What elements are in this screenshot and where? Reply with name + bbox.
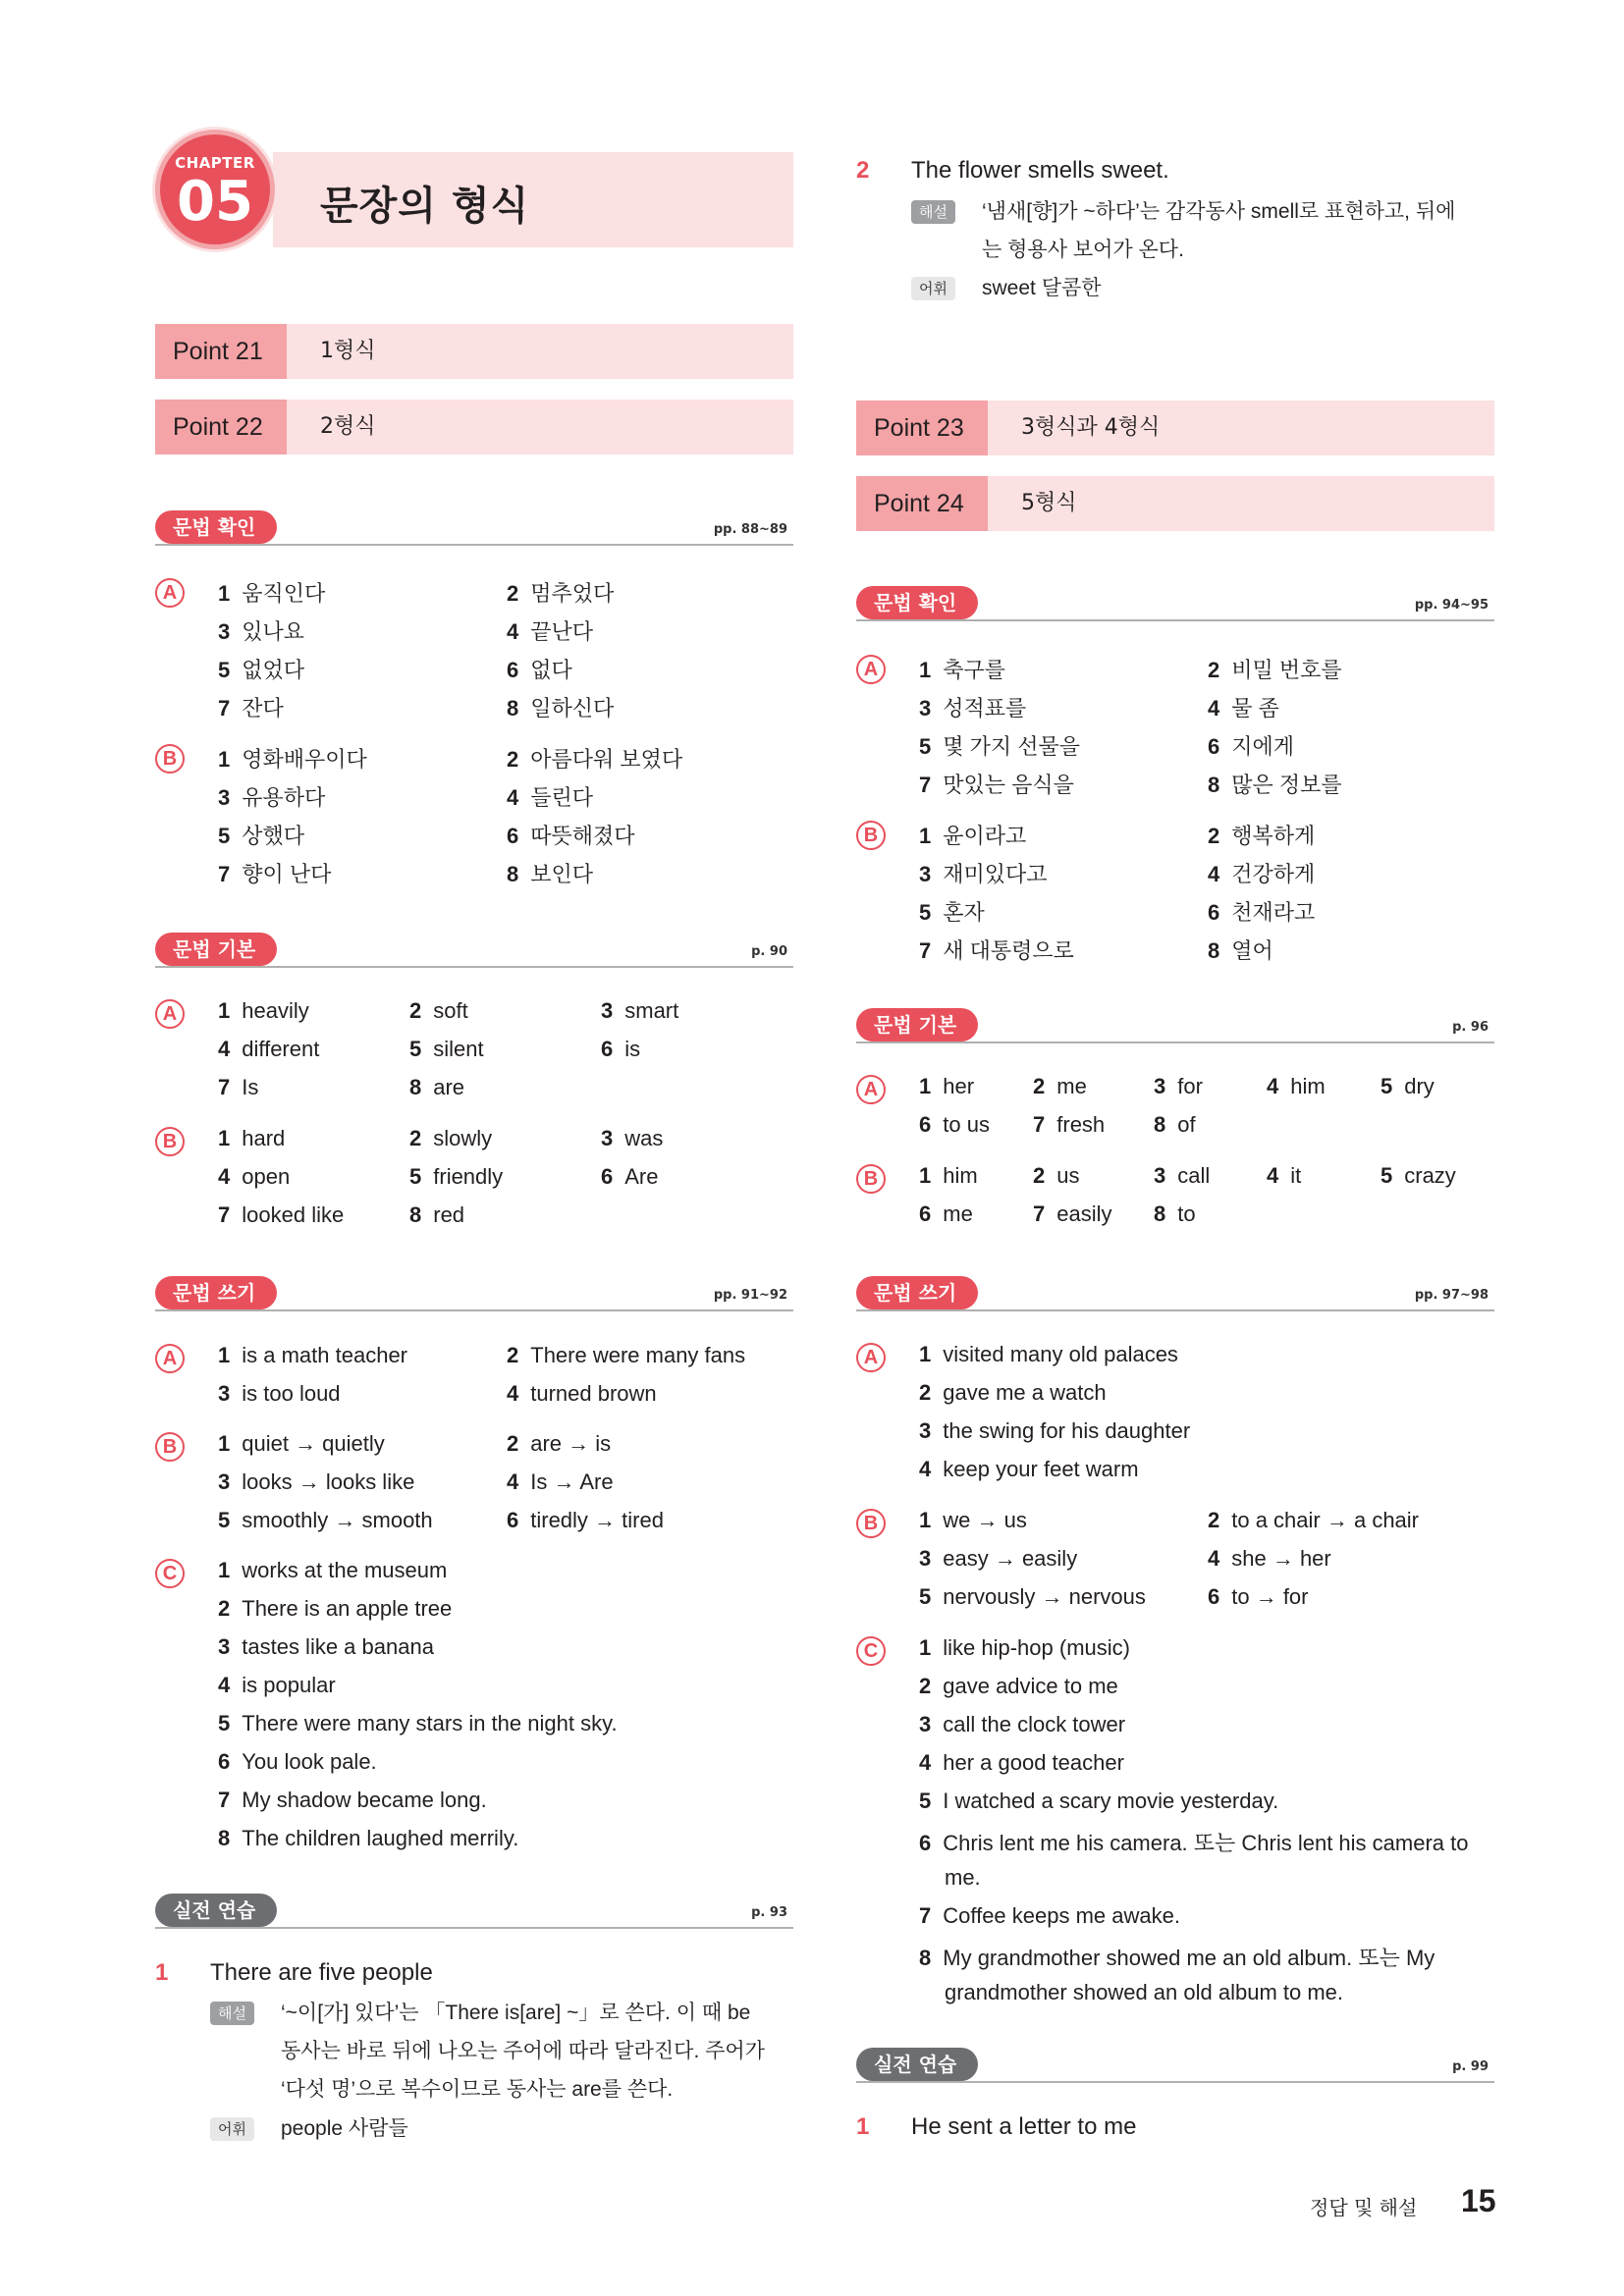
answer-item: 3 유용하다 bbox=[218, 785, 326, 810]
badge-A-icon: A bbox=[856, 1075, 886, 1104]
page-number: 15 bbox=[1461, 2183, 1496, 2218]
answer-item: 1 hard bbox=[218, 1126, 286, 1150]
question-answer: There are five people bbox=[210, 1959, 433, 1986]
answer-item: 6 따뜻해졌다 bbox=[507, 824, 635, 848]
answer-item: 8 보인다 bbox=[507, 862, 594, 886]
answer-item: 2 멈추었다 bbox=[507, 581, 615, 606]
chapter-title: 문장의 형식 bbox=[320, 184, 530, 229]
point-tag: Point 22 bbox=[155, 400, 287, 454]
answer-item: 7 fresh bbox=[1033, 1112, 1106, 1137]
answer-item: 2 There is an apple tree bbox=[218, 1596, 453, 1621]
section-pages: pp. 88~89 bbox=[713, 522, 787, 537]
section-pages: p. 93 bbox=[751, 1905, 787, 1920]
answer-item: 6 Are bbox=[601, 1164, 659, 1189]
answer-item: 7 My shadow became long. bbox=[218, 1788, 487, 1812]
answer-item: 8 of bbox=[1154, 1112, 1196, 1137]
section-title: 문법 기본 bbox=[856, 1008, 978, 1041]
answer-item: 7 잔다 bbox=[218, 696, 284, 721]
point-23-bar bbox=[856, 400, 1494, 455]
answer-item: 5 silent bbox=[409, 1037, 484, 1061]
answer-item: 7 Coffee keeps me awake. bbox=[919, 1903, 1180, 1928]
answer-item: 6 천재라고 bbox=[1208, 900, 1316, 925]
section-pages: pp. 91~92 bbox=[713, 1288, 787, 1303]
badge-B-icon: B bbox=[856, 821, 886, 850]
answer-item: 5 혼자 bbox=[919, 900, 985, 925]
answer-item: 2 There were many fans bbox=[507, 1343, 746, 1367]
section-header-grammar-check bbox=[155, 508, 793, 546]
answer-item: 8 The children laughed merrily. bbox=[218, 1826, 519, 1850]
answer-item: 4 is popular bbox=[218, 1673, 336, 1697]
answer-item: 5 I watched a scary movie yesterday. bbox=[919, 1789, 1279, 1813]
point-tag: Point 24 bbox=[856, 476, 988, 531]
badge-B-icon: B bbox=[856, 1164, 886, 1194]
answer-item: 4 different bbox=[218, 1037, 320, 1061]
section-header-practice bbox=[155, 1892, 793, 1929]
section-header-grammar-basic bbox=[856, 1006, 1494, 1043]
answer-item: 8 일하신다 bbox=[507, 696, 615, 721]
answer-item: 2 slowly bbox=[409, 1126, 493, 1150]
answer-item: 4 물 좀 bbox=[1208, 696, 1279, 721]
badge-A-icon: A bbox=[155, 578, 185, 608]
answer-item: 1 heavily bbox=[218, 998, 309, 1023]
answer-item: 3 smart bbox=[601, 998, 679, 1023]
answer-item: 1 we → us bbox=[919, 1508, 1027, 1532]
point-21-bar bbox=[155, 324, 793, 379]
answer-item-continued: grandmother showed an old album to me. bbox=[945, 1980, 1344, 2004]
chapter-header bbox=[155, 130, 793, 247]
answer-item: 3 재미있다고 bbox=[919, 862, 1048, 886]
answer-item: 8 red bbox=[409, 1202, 465, 1227]
badge-A-icon: A bbox=[155, 999, 185, 1029]
badge-A-icon: A bbox=[155, 1344, 185, 1373]
answer-item: 4 건강하게 bbox=[1208, 862, 1316, 886]
answer-item: 2 me bbox=[1033, 1074, 1087, 1098]
answer-item: 3 call the clock tower bbox=[919, 1712, 1126, 1736]
vocabulary-tag: 어휘 bbox=[210, 2117, 254, 2141]
point-text: 5형식 bbox=[1021, 491, 1077, 515]
answer-item: 2 gave advice to me bbox=[919, 1674, 1118, 1698]
answer-item: 6 없다 bbox=[507, 658, 572, 682]
answer-item: 2 아름다워 보였다 bbox=[507, 747, 683, 772]
explanation-tag: 해설 bbox=[911, 200, 955, 224]
answer-item: 7 looked like bbox=[218, 1202, 345, 1227]
section-title: 실전 연습 bbox=[856, 2048, 978, 2081]
answer-item: 7 맛있는 음식을 bbox=[919, 773, 1074, 797]
answer-item: 4 Is → Are bbox=[507, 1469, 614, 1494]
answer-item: 1 him bbox=[919, 1163, 978, 1188]
point-text: 2형식 bbox=[320, 414, 376, 439]
explanation-line: ‘다섯 명’으로 복수이므로 동사는 are를 쓴다. bbox=[281, 2078, 674, 2101]
answer-item: 8 are bbox=[409, 1075, 465, 1099]
answer-item: 3 for bbox=[1154, 1074, 1203, 1098]
answer-item: 8 열어 bbox=[1208, 938, 1273, 963]
answer-item: 3 is too loud bbox=[218, 1381, 341, 1406]
badge-B-icon: B bbox=[155, 1127, 185, 1156]
badge-C-icon: C bbox=[155, 1559, 185, 1588]
point-22-bar bbox=[155, 400, 793, 454]
badge-B-icon: B bbox=[155, 744, 185, 774]
answer-item: 2 행복하게 bbox=[1208, 824, 1316, 848]
answer-item: 2 us bbox=[1033, 1163, 1080, 1188]
section-title: 문법 쓰기 bbox=[155, 1276, 277, 1309]
answer-item: 4 끝난다 bbox=[507, 619, 594, 644]
answer-item: 1 works at the museum bbox=[218, 1558, 448, 1582]
answer-item: 3 was bbox=[601, 1126, 664, 1150]
answer-item: 6 tiredly → tired bbox=[507, 1508, 664, 1532]
answer-item: 5 friendly bbox=[409, 1164, 504, 1189]
point-tag: Point 23 bbox=[856, 400, 988, 455]
answer-item: 3 the swing for his daughter bbox=[919, 1418, 1191, 1443]
answer-item: 6 to → for bbox=[1208, 1584, 1309, 1609]
answer-item: 2 to a chair → a chair bbox=[1208, 1508, 1419, 1532]
answer-item: 1 visited many old palaces bbox=[919, 1342, 1178, 1366]
answer-item: 6 is bbox=[601, 1037, 641, 1061]
answer-item: 7 새 대통령으로 bbox=[919, 938, 1074, 963]
answer-item: 8 많은 정보를 bbox=[1208, 773, 1342, 797]
section-pages: pp. 97~98 bbox=[1414, 1288, 1489, 1303]
explanation-line: 는 형용사 보어가 온다. bbox=[982, 239, 1184, 261]
vocabulary-text: people 사람들 bbox=[281, 2117, 408, 2140]
explanation-line: ‘냄새[향]가 ~하다’는 감각동사 smell로 표현하고, 뒤에 bbox=[982, 200, 1456, 223]
answer-item: 5 몇 가지 선물을 bbox=[919, 734, 1080, 759]
section-header-grammar-basic bbox=[155, 931, 793, 968]
answer-item: 6 You look pale. bbox=[218, 1749, 377, 1774]
question-answer: The flower smells sweet. bbox=[911, 157, 1169, 184]
answer-item: 2 비밀 번호를 bbox=[1208, 658, 1342, 682]
answer-item: 2 gave me a watch bbox=[919, 1380, 1107, 1405]
badge-B-icon: B bbox=[856, 1509, 886, 1538]
answer-item: 3 tastes like a banana bbox=[218, 1634, 434, 1659]
explanation-line: 동사는 바로 뒤에 나오는 주어에 따라 달라진다. 주어가 bbox=[281, 2040, 765, 2062]
chapter-label: CHAPTER bbox=[175, 154, 255, 172]
answer-item: 1 her bbox=[919, 1074, 975, 1098]
badge-B-icon: B bbox=[155, 1432, 185, 1462]
answer-item: 5 nervously → nervous bbox=[919, 1584, 1146, 1609]
section-header-grammar-writing bbox=[856, 1274, 1494, 1311]
answer-item: 4 him bbox=[1267, 1074, 1326, 1098]
vocabulary-tag: 어휘 bbox=[911, 277, 955, 300]
answer-item: 1 윤이라고 bbox=[919, 824, 1027, 848]
answer-item: 3 성적표를 bbox=[919, 696, 1027, 721]
footer-label: 정답 및 해설 bbox=[1310, 2196, 1418, 2219]
badge-A-icon: A bbox=[856, 1343, 886, 1372]
answer-item: 6 me bbox=[919, 1201, 973, 1226]
section-title: 문법 쓰기 bbox=[856, 1276, 978, 1309]
answer-item: 6 Chris lent me his camera. 또는 Chris lent his camera to bbox=[919, 1831, 1469, 1855]
section-title: 문법 확인 bbox=[155, 510, 277, 544]
section-pages: pp. 94~95 bbox=[1414, 598, 1489, 613]
answer-item-continued: me. bbox=[945, 1865, 981, 1890]
answer-item: 5 crazy bbox=[1380, 1163, 1456, 1188]
answer-item: 5 상했다 bbox=[218, 824, 305, 848]
answer-item: 4 her a good teacher bbox=[919, 1750, 1124, 1775]
section-header-grammar-writing bbox=[155, 1274, 793, 1311]
answer-item: 1 움직인다 bbox=[218, 581, 326, 606]
answer-item: 6 지에게 bbox=[1208, 734, 1295, 759]
badge-A-icon: A bbox=[856, 655, 886, 684]
answer-item: 4 open bbox=[218, 1164, 291, 1189]
explanation-tag: 해설 bbox=[210, 2002, 254, 2025]
answer-item: 5 dry bbox=[1380, 1074, 1435, 1098]
answer-item: 4 turned brown bbox=[507, 1381, 657, 1406]
answer-item: 3 looks → looks like bbox=[218, 1469, 415, 1494]
vocabulary-text: sweet 달콤한 bbox=[982, 277, 1102, 299]
answer-item: 1 quiet → quietly bbox=[218, 1431, 385, 1456]
answer-item: 3 easy → easily bbox=[919, 1546, 1078, 1571]
answer-item: 7 향이 난다 bbox=[218, 862, 332, 886]
answer-item: 3 call bbox=[1154, 1163, 1211, 1188]
answer-item: 8 to bbox=[1154, 1201, 1196, 1226]
answer-item: 2 soft bbox=[409, 998, 468, 1023]
answer-item: 6 to us bbox=[919, 1112, 990, 1137]
question-number: 1 bbox=[155, 1959, 169, 1986]
answer-item: 5 There were many stars in the night sky. bbox=[218, 1711, 618, 1735]
point-24-bar bbox=[856, 476, 1494, 531]
section-header-practice bbox=[856, 2046, 1494, 2083]
answer-item: 1 영화배우이다 bbox=[218, 747, 367, 772]
section-title: 문법 기본 bbox=[155, 933, 277, 966]
explanation-line: ‘~이[가] 있다’는 「There is[are] ~」로 쓴다. 이 때 be bbox=[281, 2002, 751, 2024]
point-text: 3형식과 4형식 bbox=[1021, 415, 1161, 440]
answer-item: 5 없었다 bbox=[218, 658, 305, 682]
answer-item: 4 she → her bbox=[1208, 1546, 1331, 1571]
answer-item: 5 smoothly → smooth bbox=[218, 1508, 433, 1532]
section-header-grammar-check bbox=[856, 584, 1494, 621]
answer-item: 4 it bbox=[1267, 1163, 1302, 1188]
point-tag: Point 21 bbox=[155, 324, 287, 379]
badge-C-icon: C bbox=[856, 1636, 886, 1666]
chapter-number: 05 bbox=[177, 170, 253, 234]
answer-item: 3 있나요 bbox=[218, 619, 305, 644]
question-answer: He sent a letter to me bbox=[911, 2113, 1137, 2140]
section-pages: p. 90 bbox=[751, 944, 787, 959]
answer-item: 1 like hip-hop (music) bbox=[919, 1635, 1130, 1660]
section-title: 실전 연습 bbox=[155, 1894, 277, 1927]
chapter-badge bbox=[155, 130, 275, 249]
answer-item: 1 축구를 bbox=[919, 658, 1006, 682]
question-number: 2 bbox=[856, 157, 870, 184]
answer-item: 7 easily bbox=[1033, 1201, 1112, 1226]
answer-item: 7 Is bbox=[218, 1075, 259, 1099]
answer-item: 2 are → is bbox=[507, 1431, 612, 1456]
section-title: 문법 확인 bbox=[856, 586, 978, 619]
answer-item: 4 들린다 bbox=[507, 785, 594, 810]
answer-item: 8 My grandmother showed me an old album. 또는 My bbox=[919, 1946, 1435, 1970]
question-number: 1 bbox=[856, 2113, 870, 2140]
answer-item: 1 is a math teacher bbox=[218, 1343, 407, 1367]
point-text: 1형식 bbox=[320, 339, 376, 363]
answer-item: 4 keep your feet warm bbox=[919, 1457, 1139, 1481]
section-pages: p. 96 bbox=[1452, 1020, 1489, 1035]
section-pages: p. 99 bbox=[1452, 2059, 1489, 2074]
